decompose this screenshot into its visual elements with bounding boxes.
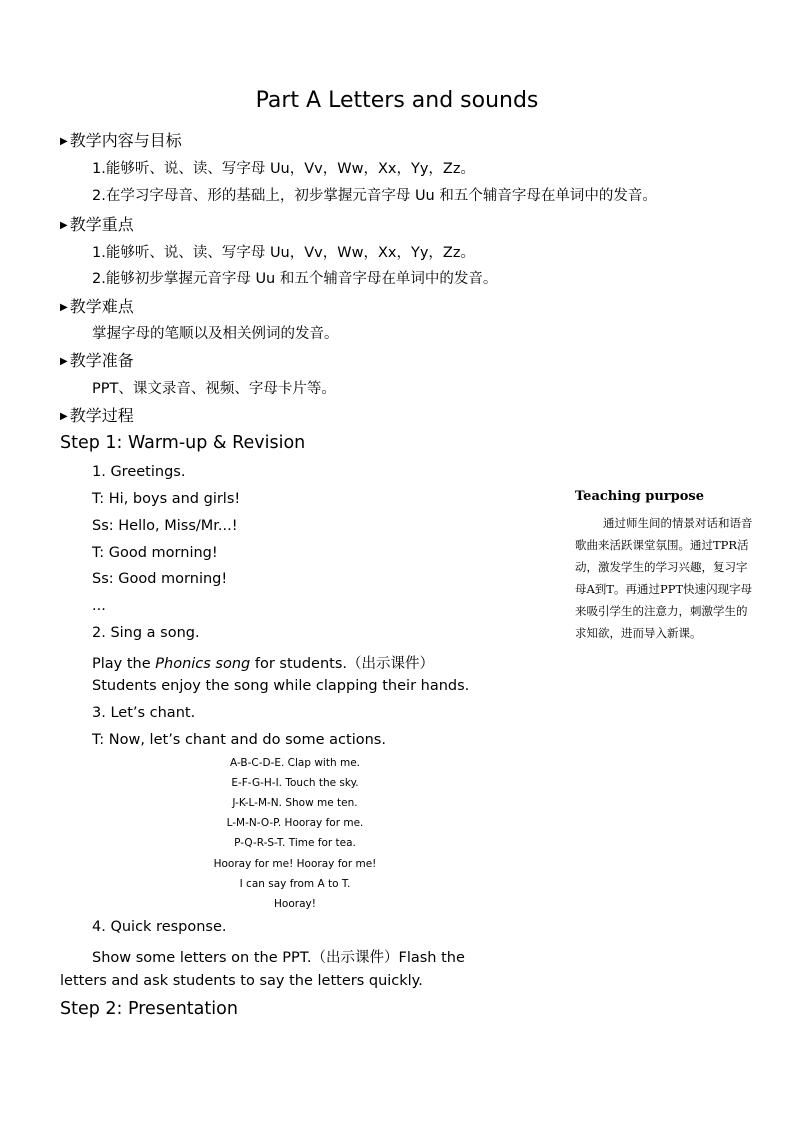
sing-title: 2. Sing a song. (92, 625, 200, 641)
step1-title: Step 1: Warm-up & Revision (60, 433, 306, 453)
section-heading-difficulties (60, 294, 134, 317)
quick-line-2: letters and ask students to say the letters quickly. (60, 973, 423, 989)
chant-line-1: A-B-C-D-E. Clap with me. (230, 757, 360, 769)
section-heading-text: 教学准备 (69, 351, 134, 370)
triangle-bullet-icon: ▶ (60, 302, 68, 313)
quick-title: 4. Quick response. (92, 919, 227, 935)
sing-line-2: Students enjoy the song while clapping their hands. (92, 678, 470, 694)
chant-line-5: P-Q-R-S-T. Time for tea. (234, 837, 356, 849)
triangle-bullet-icon: ▶ (60, 411, 68, 422)
chant-line-6: Hooray for me! Hooray for me! (213, 858, 377, 870)
teaching-purpose-title: Teaching purpose (575, 489, 704, 504)
preparation-item: PPT、课文录音、视频、字母卡片等。 (92, 381, 336, 397)
song-name: Phonics song (155, 656, 251, 672)
goal-item-1: 1.能够听、说、读、写字母 Uu，Vv，Ww，Xx，Yy，Zz。 (92, 161, 475, 177)
page-title: Part A Letters and sounds (255, 88, 539, 113)
difficulty-item: 掌握字母的笔顺以及相关例词的发音。 (92, 326, 339, 342)
teaching-purpose-text: 通过师生间的情景对话和语音歌曲来活跃课堂氛围。通过TPR活动，激发学生的学习兴趣，复习字母A到T。再通过PPT快速闪现字母来吸引学生的注意力，刺激学生的求知欲，进而导入新课。 (575, 516, 753, 640)
dialogue-line-1: T: Hi, boys and girls! (92, 491, 241, 507)
section-heading-key-points (60, 212, 134, 235)
chant-line-3: J-K-L-M-N. Show me ten. (232, 797, 358, 809)
chant-title: 3. Let’s chant. (92, 705, 196, 721)
quick-line-1: Show some letters on the PPT.（出示课件）Flash the (92, 950, 465, 966)
triangle-bullet-icon: ▶ (60, 220, 68, 231)
section-heading-text: 教学内容与目标 (69, 131, 182, 150)
chant-intro: T: Now, let’s chant and do some actions. (92, 732, 386, 748)
dialogue-line-2: Ss: Hello, Miss/Mr...! (92, 518, 238, 534)
section-heading-text: 教学难点 (69, 297, 134, 316)
chant-line-7: I can say from A to T. (239, 878, 351, 890)
sing-line-post: for students.（出示课件） (250, 656, 434, 672)
section-heading-process (60, 403, 134, 426)
greetings-title: 1. Greetings. (92, 464, 186, 480)
dialogue-line-5: ... (92, 598, 106, 614)
dialogue-line-3: T: Good morning! (92, 545, 218, 561)
chant-line-2: E-F-G-H-I. Touch the sky. (231, 777, 359, 789)
goal-item-2: 2.在学习字母音、形的基础上，初步掌握元音字母 Uu 和五个辅音字母在单词中的发音。 (92, 188, 657, 204)
section-heading-text: 教学过程 (69, 406, 134, 425)
chant-line-4: L-M-N-O-P. Hooray for me. (226, 817, 364, 829)
chant-line-8: Hooray! (274, 898, 316, 910)
triangle-bullet-icon: ▶ (60, 356, 68, 367)
section-heading-content-goals (60, 128, 182, 151)
key-point-item-2: 2.能够初步掌握元音字母 Uu 和五个辅音字母在单词中的发音。 (92, 271, 498, 287)
sing-line-1 (92, 652, 434, 673)
section-heading-text: 教学重点 (69, 215, 134, 234)
dialogue-line-4: Ss: Good morning! (92, 571, 228, 587)
sing-line-pre: Play the (92, 656, 156, 672)
step2-title: Step 2: Presentation (60, 999, 238, 1019)
triangle-bullet-icon: ▶ (60, 136, 68, 147)
key-point-item-1: 1.能够听、说、读、写字母 Uu，Vv，Ww，Xx，Yy，Zz。 (92, 245, 475, 261)
section-heading-preparation (60, 348, 134, 371)
